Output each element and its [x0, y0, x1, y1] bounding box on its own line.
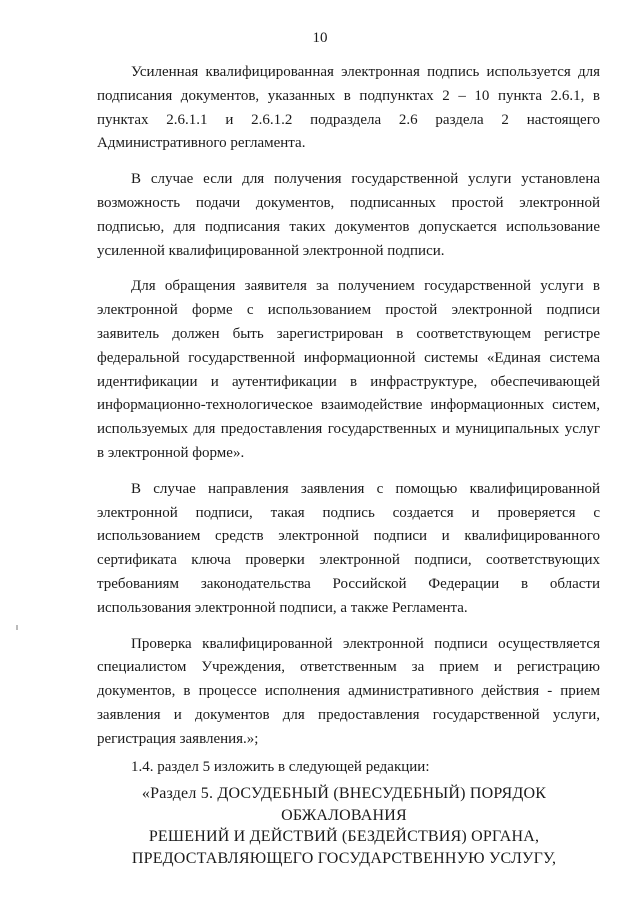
section-heading-line-1: «Раздел 5. ДОСУДЕБНЫЙ (ВНЕСУДЕБНЫЙ) ПОРЯДОК ОБЖАЛОВАНИЯ — [141, 785, 547, 824]
paragraph-signature-usage: Усиленная квалифицированная электронная подпись используется для подписания документов, указанных в подпунктах 2 – 10 пункта 2.6.1, в пунктах 2.6.1.1 и 2.6.1.2 подраздела 2.6 раздела 2 настоящего Административного регламента. — [97, 64, 600, 152]
page-number: 10 — [312, 30, 328, 46]
section-heading-line-3: ПРЕДОСТАВЛЯЮЩЕГО ГОСУДАРСТВЕННУЮ УСЛУГУ, — [131, 849, 557, 867]
section-heading — [88, 783, 600, 869]
paragraph-signature-verification: Проверка квалифицированной электронной подписи осуществляется специалистом Учреждения, ответственным за прием и регистрацию документов, в процессе исполнения административного действия - прием заявления и документов для предоставления государственной услуги, регистрация заявления.»; — [97, 635, 600, 747]
section-heading-line-2: РЕШЕНИЙ И ДЕЙСТВИЙ (БЕЗДЕЙСТВИЯ) ОРГАНА, — [148, 828, 540, 845]
paragraph-amendment-clause: 1.4. раздел 5 изложить в следующей редакции: — [131, 758, 430, 775]
paragraph-simple-signature: В случае если для получения государственной услуги установлена возможность подачи документов, подписанных простой электронной подписью, для подписания таких документов допускается использование усиленной квалифицированной электронной подписи. — [97, 171, 600, 259]
paragraph-qualified-signature-check: В случае направления заявления с помощью квалифицированной электронной подписи, такая подпись создается и проверяется с использованием средств электронной подписи и квалифицированного сертификата ключа проверки электронной подписи, соответствующих требованиям законодательства Российской Федерации в области использования электронной подписи, а также Регламента. — [97, 480, 600, 616]
document-body — [97, 61, 600, 783]
paragraph-registration-requirement: Для обращения заявителя за получением государственной услуги в электронной форме с использованием простой электронной подписи заявитель должен быть зарегистрирован в соответствующем регистре федеральной государственной информационной системы «Единая система идентификации и аутентификации в инфраструктуре, обеспечивающей информационно-технологическое взаимодействие информационных систем, используемых для предоставления государственных и муниципальных услуг в электронной форме». — [97, 278, 600, 461]
scan-mark — [16, 625, 18, 630]
